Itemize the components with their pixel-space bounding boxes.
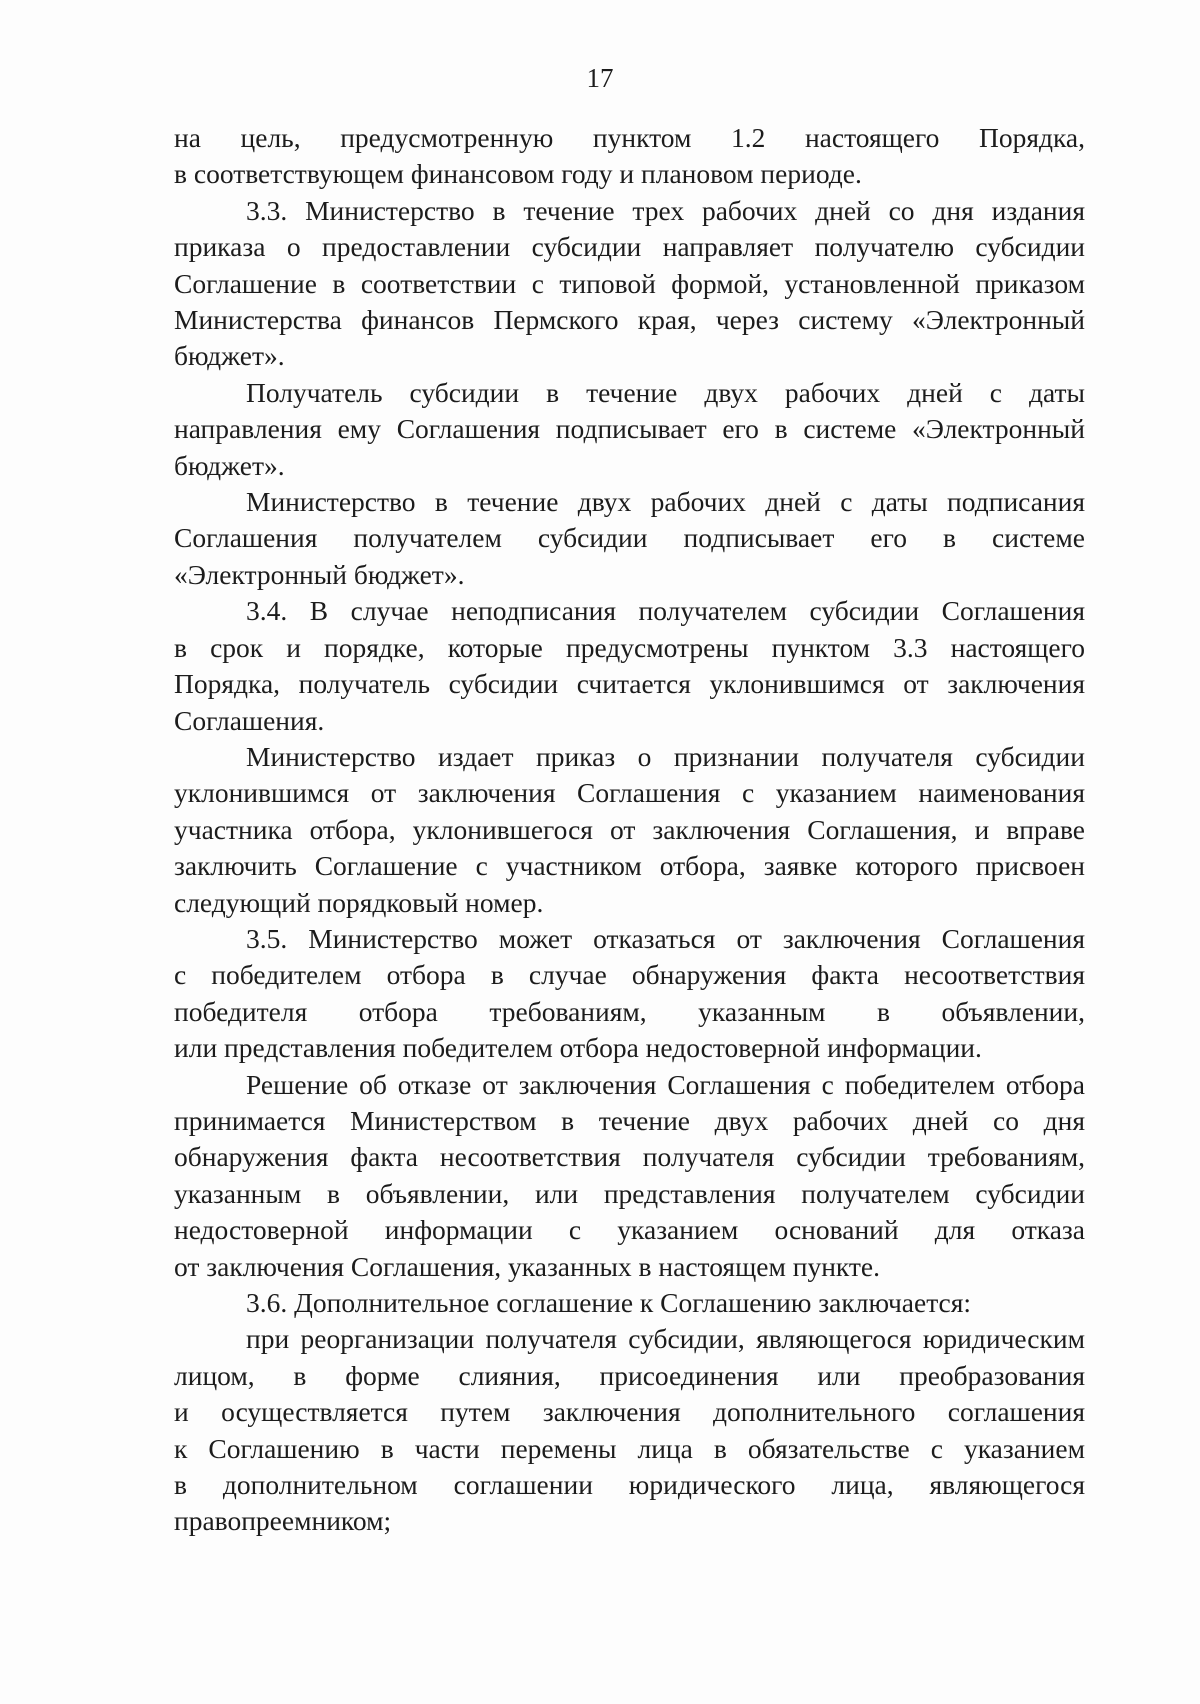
text-line: Соглашения получателем субсидии подписывает его в системе [174, 522, 1085, 554]
text-line: принимается Министерством в течение двух рабочих дней со дня [174, 1104, 1085, 1136]
text-line: Соглашения. [174, 704, 325, 736]
text-line: уклонившимся от заключения Соглашения с указанием наименования [174, 777, 1085, 809]
paragraph [174, 120, 1085, 193]
text-line: или представления победителем отбора недостоверной информации. [174, 1032, 982, 1064]
text-line: на цель, предусмотренную пунктом 1.2 настоящего Порядка, [174, 122, 1085, 153]
text-line: недостоверной информации с указанием оснований для отказа [174, 1214, 1085, 1246]
text-line: 3.6. Дополнительное соглашение к Соглашению заключается: [246, 1287, 972, 1318]
text-line: Решение об отказе от заключения Соглашения с победителем отбора [246, 1068, 1085, 1100]
text-line: следующий порядковый номер. [174, 886, 544, 918]
paragraph [174, 921, 1085, 1067]
text-line: победителя отбора требованиям, указанным в объявлении, [174, 995, 1085, 1027]
text-line: Порядка, получатель субсидии считается уклонившимся от заключения [174, 668, 1085, 700]
text-line: и осуществляется путем заключения дополнительного соглашения [174, 1396, 1085, 1428]
text-line: в соответствующем финансовом году и плановом периоде. [174, 158, 862, 190]
text-line: Министерства финансов Пермского края, через систему «Электронный [174, 304, 1085, 336]
text-line: в срок и порядке, которые предусмотрены пунктом 3.3 настоящего [174, 631, 1085, 663]
text-line: Соглашение в соответствии с типовой формой, установленной приказом [174, 267, 1085, 299]
text-line: от заключения Соглашения, указанных в настоящем пункте. [174, 1250, 881, 1282]
text-line: Получатель субсидии в течение двух рабочих дней с даты [246, 376, 1085, 408]
paragraph [174, 593, 1085, 739]
text-line: 3.5. Министерство может отказаться от заключения Соглашения [246, 922, 1085, 954]
text-line: правопреемником; [174, 1505, 392, 1537]
paragraph [174, 375, 1085, 484]
text-line: при реорганизации получателя субсидии, являющегося юридическим [246, 1323, 1085, 1355]
text-line: приказа о предоставлении субсидии направляет получателю субсидии [174, 231, 1085, 263]
text-line: бюджет». [174, 340, 285, 372]
paragraph [174, 484, 1085, 593]
text-line: лицом, в форме слияния, присоединения или преобразования [174, 1359, 1085, 1391]
paragraph [174, 1285, 1085, 1321]
text-line: 3.3. Министерство в течение трех рабочих дней со дня издания [246, 194, 1085, 226]
paragraph [174, 1067, 1085, 1285]
text-line: с победителем отбора в случае обнаружения факта несоответствия [174, 959, 1085, 991]
text-line: заключить Соглашение с участником отбора, заявке которого присвоен [174, 850, 1085, 882]
text-line: «Электронный бюджет». [174, 558, 465, 590]
text-line: обнаружения факта несоответствия получателя субсидии требованиям, [174, 1141, 1085, 1173]
text-line: участника отбора, уклонившегося от заключения Соглашения, и вправе [174, 813, 1085, 845]
paragraph [174, 1321, 1085, 1539]
text-line: в дополнительном соглашении юридического лица, являющегося [174, 1469, 1085, 1501]
text-line: бюджет». [174, 449, 285, 481]
document-body [174, 120, 1085, 1540]
text-line: 3.4. В случае неподписания получателем субсидии Соглашения [246, 595, 1085, 627]
text-line: указанным в объявлении, или представления получателем субсидии [174, 1177, 1085, 1209]
paragraph [174, 739, 1085, 921]
text-line: к Соглашению в части перемены лица в обязательстве с указанием [174, 1432, 1085, 1464]
paragraph [174, 193, 1085, 375]
text-line: Министерство издает приказ о признании получателя субсидии [246, 740, 1085, 772]
page-number: 17 [586, 63, 614, 93]
text-line: Министерство в течение двух рабочих дней с даты подписания [246, 486, 1085, 518]
text-line: направления ему Соглашения подписывает его в системе «Электронный [174, 413, 1085, 445]
